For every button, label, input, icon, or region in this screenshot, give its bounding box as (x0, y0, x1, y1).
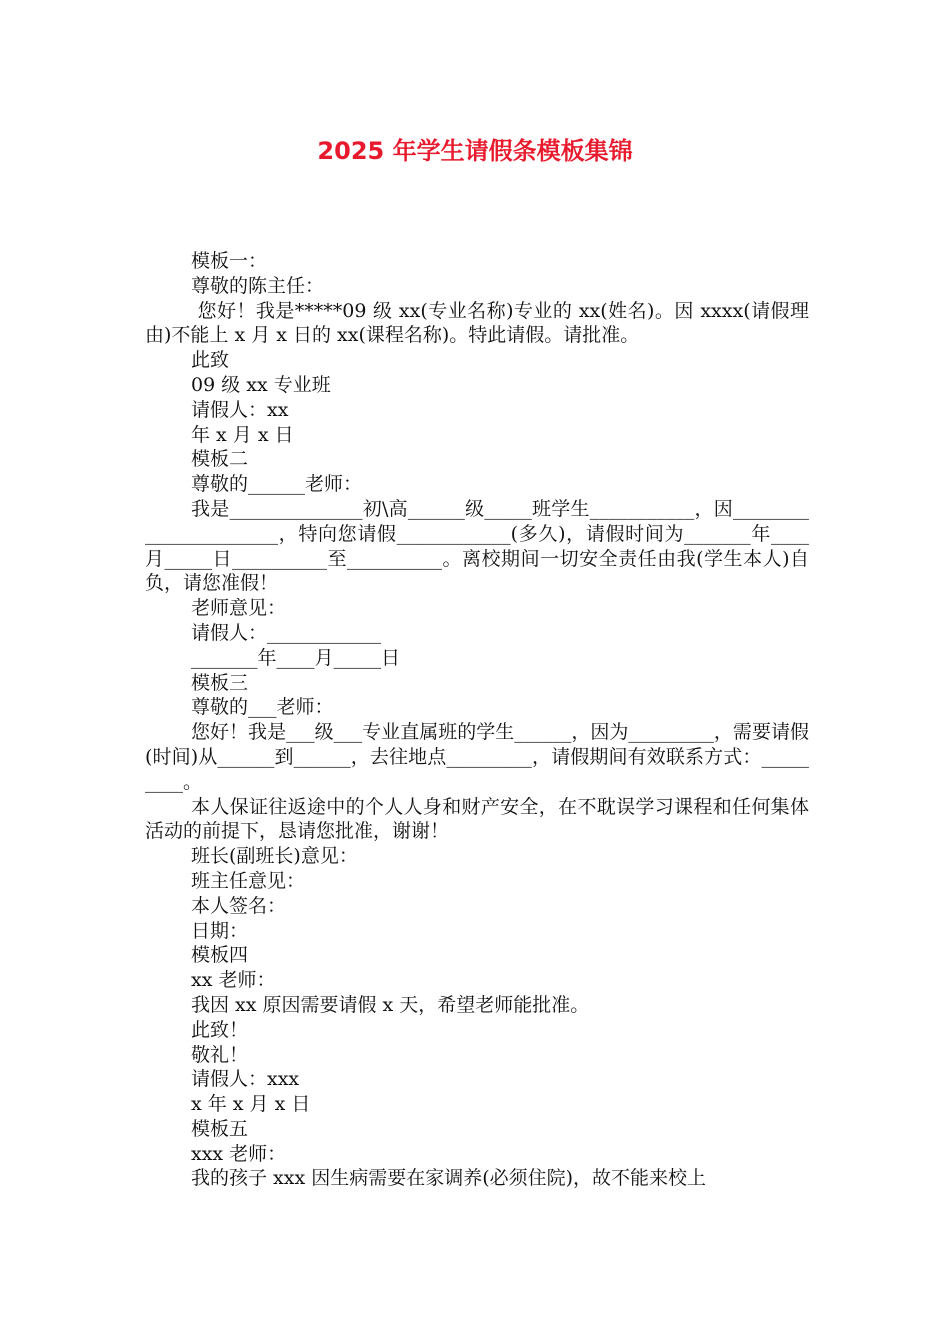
document-title: 2025 年学生请假条模板集锦 (317, 137, 633, 165)
paragraph-guarantee: 本人保证往返途中的个人人身和财产安全，在不耽误学习课程和任何集体活动的前提下，恳请您批准，谢谢！ (145, 795, 809, 843)
document-body (145, 249, 809, 1191)
paragraph-teacher-opinion: 老师意见： (191, 597, 287, 620)
paragraph-closing: 此致 (191, 349, 230, 372)
paragraph-body: 您好！我是*****09 级 xx(专业名称)专业的 xx(姓名)。因 xxxx(请假理由)不能上 x 月 x 日的 xx(课程名称)。特此请假。请批准。 (145, 299, 809, 347)
paragraph-signature: 本人签名： (191, 894, 287, 917)
paragraph-body: 我的孩子 xxx 因生病需要在家调养(必须住院)，故不能来校上 (191, 1167, 707, 1190)
paragraph-applicant: 请假人：xx (191, 398, 289, 421)
paragraph-date: 日期： (191, 919, 249, 942)
paragraph-applicant: 请假人：xxx (191, 1068, 300, 1091)
paragraph-closing: 此致！ (191, 1018, 249, 1041)
paragraph-body: 我因 xx 原因需要请假 x 天，希望老师能批准。 (191, 993, 590, 1016)
paragraph-salutation: xxx 老师： (191, 1142, 287, 1165)
paragraph-template-5-heading: 模板五 (191, 1117, 249, 1140)
paragraph-salutation: 尊敬的陈主任： (191, 274, 325, 297)
paragraph-salutation: xx 老师： (191, 969, 276, 992)
paragraph-template-3-heading: 模板三 (191, 671, 249, 694)
paragraph-salutation: 尊敬的______老师： (191, 473, 363, 496)
paragraph-class: 09 级 xx 专业班 (191, 373, 331, 396)
paragraph-template-2-heading: 模板二 (191, 448, 249, 471)
paragraph-date: _______年____月_____日 (191, 646, 401, 669)
paragraph-salutation: 尊敬的___老师： (191, 696, 334, 719)
paragraph-regards: 敬礼！ (191, 1043, 249, 1066)
paragraph-date: x 年 x 月 x 日 (191, 1093, 311, 1116)
paragraph-body: 您好！我是___级___专业直属班的学生______，因为_________，需要请假(时间)从______到______，去往地点_________，请假期间有效联系方式：_________。 (145, 721, 809, 793)
paragraph-body: 我是______________初\高______级_____班学生___________，因______________________，特向您请假____________(多久)，请假时间为_______年____月_____日__________至__________。离校期间一切安全责任由我(学生本人)自负，请您准假！ (145, 497, 809, 595)
paragraph-template-4-heading: 模板四 (191, 944, 249, 967)
paragraph-monitor-opinion: 班长(副班长)意见： (191, 845, 358, 868)
paragraph-date: 年 x 月 x 日 (191, 423, 294, 446)
paragraph-template-1-heading: 模板一： (191, 250, 268, 272)
paragraph-applicant: 请假人：____________ (191, 621, 382, 644)
paragraph-head-teacher-opinion: 班主任意见： (191, 869, 306, 892)
